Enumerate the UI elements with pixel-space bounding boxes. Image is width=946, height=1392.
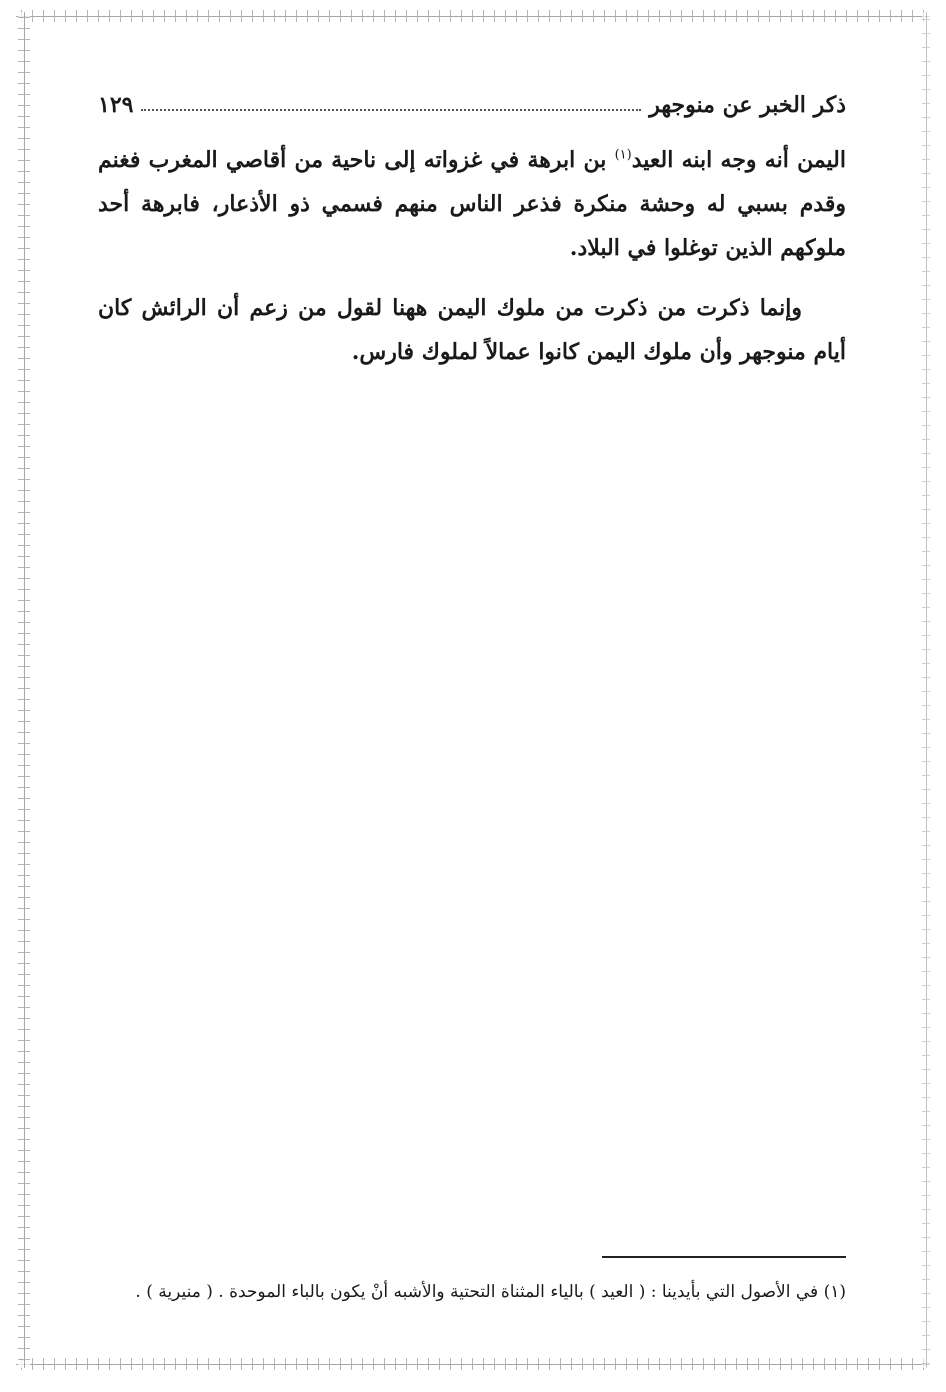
main-text xyxy=(98,138,846,390)
footnote-separator xyxy=(602,1256,846,1258)
footnote: (١) في الأصول التي بأيدينا : ( العيد ) بالياء المثناة التحتية والأشبه أنْ يكون بالباء الموحدة . ( منيرية ) . xyxy=(135,1282,846,1302)
footnote-reference: (١) xyxy=(614,147,632,163)
paragraph-1 xyxy=(98,138,846,270)
page-header xyxy=(98,80,846,120)
ornamental-border-bottom xyxy=(16,1358,930,1370)
paragraph-1-start: اليمن أنه وجه ابنه العيد xyxy=(631,147,846,173)
ornamental-border-right xyxy=(922,12,930,1368)
ornamental-border-top xyxy=(16,10,930,22)
ornamental-border-left xyxy=(18,12,30,1368)
page-number: ١٢٩ xyxy=(98,92,134,118)
paragraph-1-rest: بن ابرهة في غزواته إلى ناحية من أقاصي المغرب فغنم وقدم بسبي له وحشة منكرة فذعر الناس منهم فسمي ذو الأذعار، فابرهة أحد ملوكهم الذين توغلوا في البلاد. xyxy=(98,147,846,261)
dotted-leader xyxy=(141,109,641,111)
paragraph-2: وإنما ذكرت من ذكرت من ملوك اليمن ههنا لقول من زعم أن الرائش كان أيام منوجهر وأن ملوك اليمن كانوا عمالاً لملوك فارس. xyxy=(98,295,846,365)
running-title: ذكر الخبر عن منوجهر xyxy=(649,92,846,118)
